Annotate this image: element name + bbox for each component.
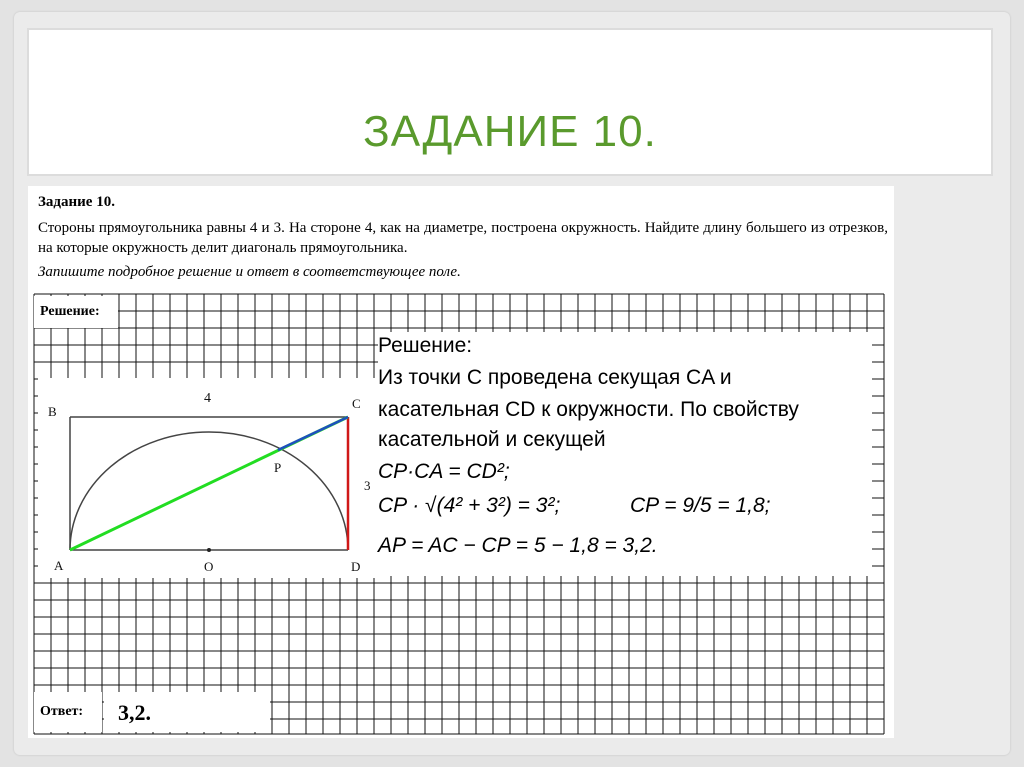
solution-header: Решение: — [378, 334, 473, 357]
answer-value: 3,2. — [118, 700, 151, 725]
task-sheet — [28, 186, 894, 738]
geometry-figure — [38, 378, 383, 578]
solution-line-1: Из точки C проведена секущая CA и — [378, 366, 732, 389]
point-p-label: P — [274, 460, 282, 475]
solution-line-3: касательной и секущей — [378, 428, 606, 451]
formula-3: AP = AC − CP = 5 − 1,8 = 3,2. — [378, 534, 658, 557]
task-heading: Задание 10. — [38, 194, 115, 210]
formula-2b: CP = 9/5 = 1,8; — [630, 494, 771, 517]
solution-panel — [378, 332, 872, 576]
point-o-marker — [207, 548, 211, 552]
slide-title: ЗАДАНИЕ 10. — [363, 107, 657, 156]
side-top-label: 4 — [204, 391, 211, 406]
solution-line-2: касательная CD к окружности. По свойству — [378, 398, 799, 421]
point-o-label: O — [204, 559, 214, 574]
task-instruction: Запишите подробное решение и ответ в соответствующее поле. — [38, 264, 461, 280]
point-a-label: A — [54, 558, 64, 573]
answer-label: Ответ: — [34, 692, 102, 732]
solution-label: Решение: — [34, 296, 118, 328]
side-right-label: 3 — [364, 478, 371, 493]
title-box — [27, 28, 993, 176]
point-c-label: C — [352, 396, 361, 411]
point-d-label: D — [351, 559, 361, 574]
formula-1: CP·CA = CD²; — [378, 460, 510, 483]
point-b-label: B — [48, 404, 57, 419]
formula-2a: CP · √(4² + 3²) = 3²; — [378, 494, 561, 517]
answer-field — [104, 692, 270, 732]
task-text: Стороны прямоугольника равны 4 и 3. На стороне 4, как на диаметре, построена окружность. Найдите длину большего из отрезков, на которые окружность делит диагональ прямоугольника. — [38, 220, 888, 256]
